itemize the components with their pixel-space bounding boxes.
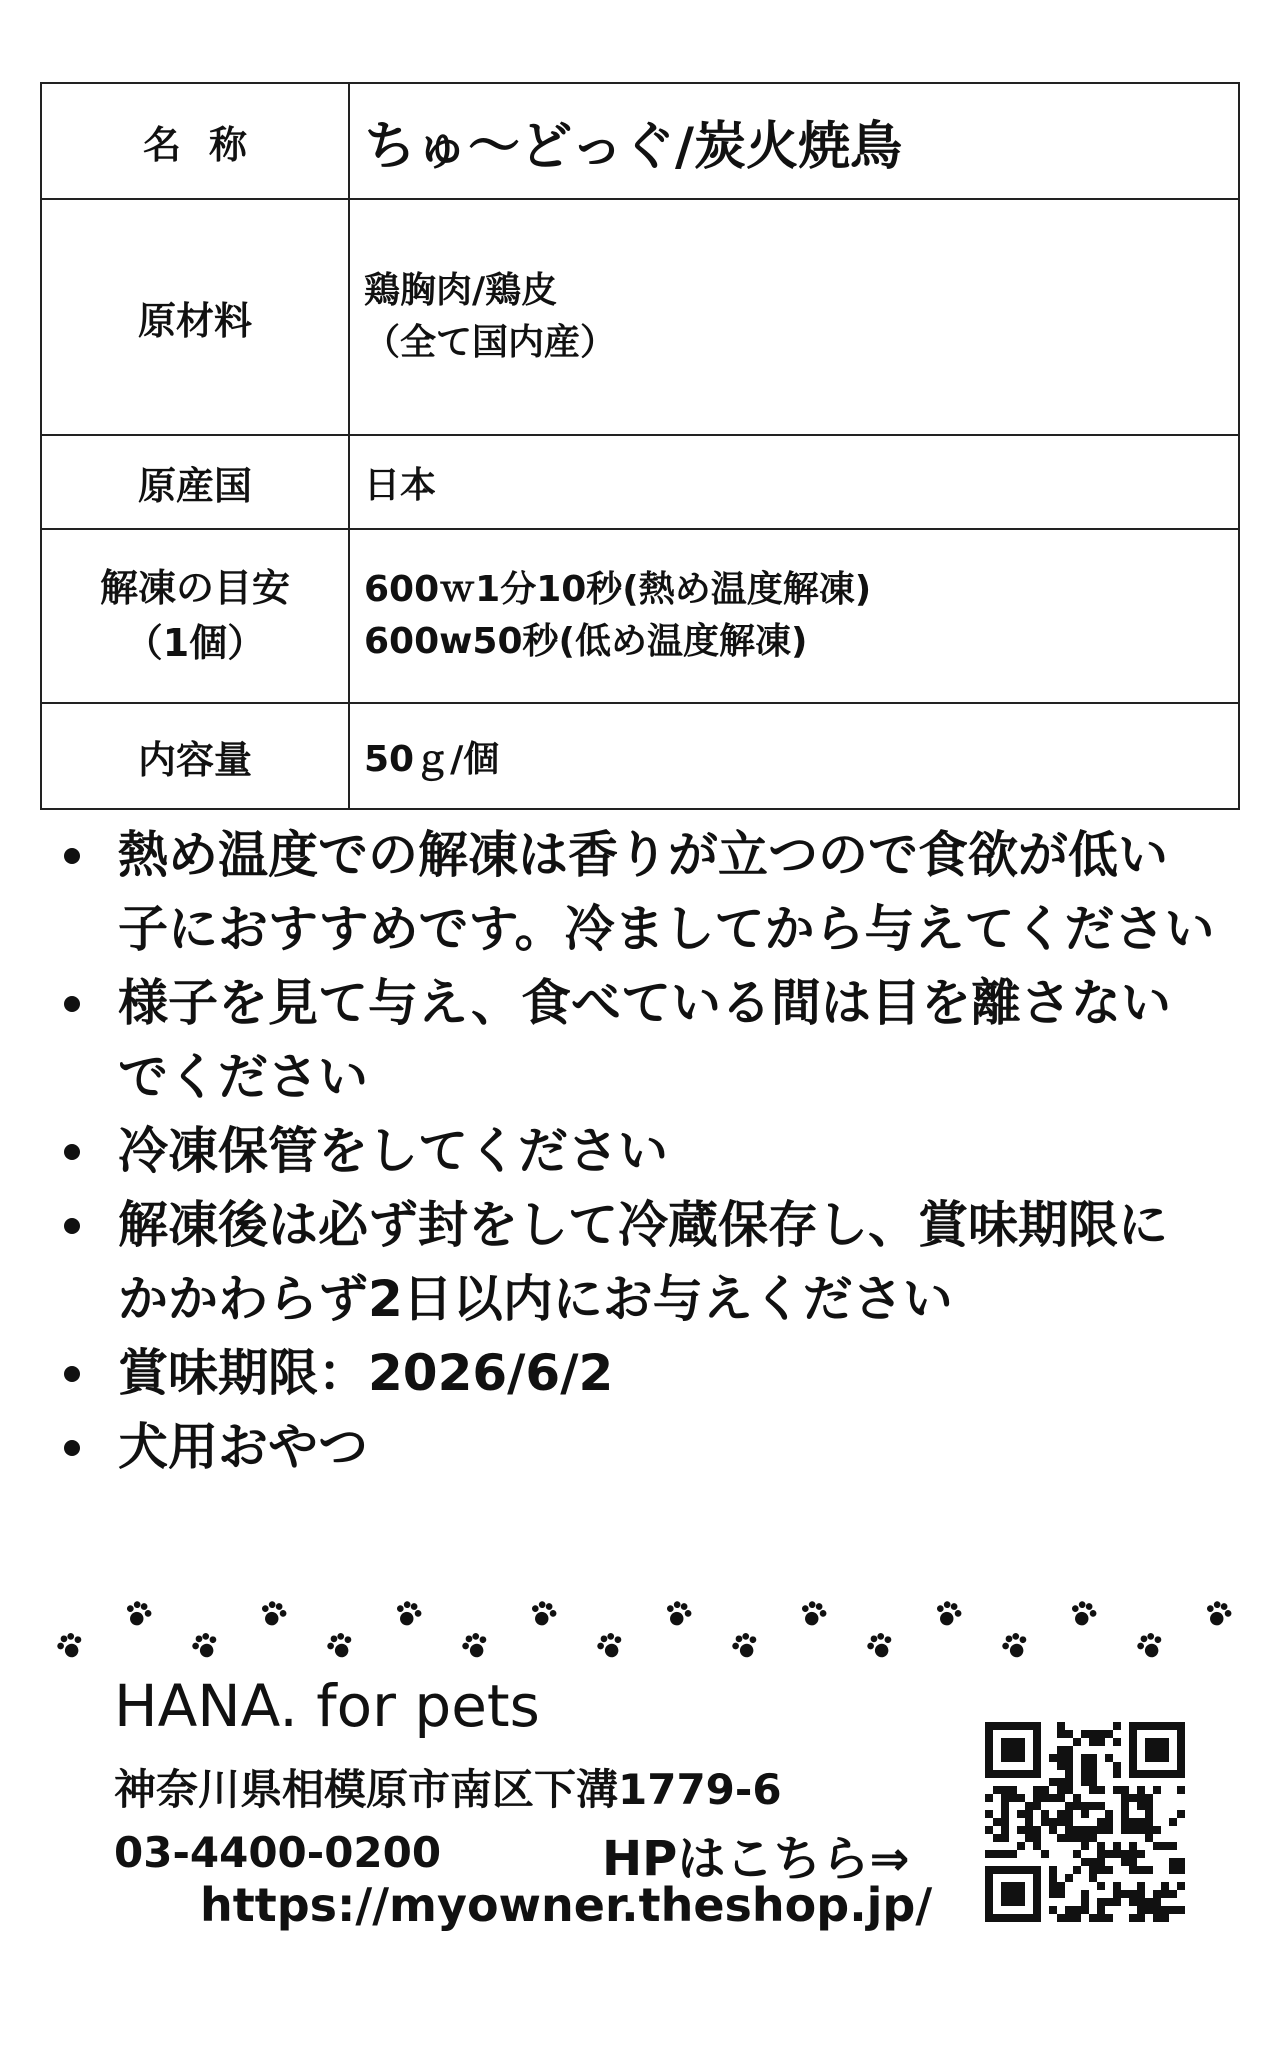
- product-label-table: [40, 82, 1240, 810]
- origin-value: 日本: [349, 435, 1239, 529]
- paw-print-icon: [928, 1594, 967, 1633]
- paw-print-icon: [253, 1594, 292, 1633]
- name-label: 名称: [142, 122, 275, 167]
- paw-print-icon: [1063, 1594, 1102, 1633]
- origin-row: [41, 435, 1239, 529]
- thaw-row: [41, 529, 1239, 703]
- note-item: 様子を見て与え、食べている間は目を離さないでください: [46, 966, 1216, 1114]
- thaw-label-line-2: （1個）: [124, 621, 266, 665]
- content-row: [41, 703, 1239, 809]
- shop-phone: 03-4400-0200: [114, 1828, 442, 1877]
- thaw-label: [41, 529, 349, 703]
- note-item: 犬用おやつ: [46, 1410, 1216, 1484]
- paw-print-icon: [859, 1625, 900, 1666]
- name-label-cell: [41, 83, 349, 199]
- name-row: [41, 83, 1239, 199]
- content-label: 内容量: [41, 703, 349, 809]
- notes-list: [46, 818, 1216, 1484]
- ingredients-row: [41, 199, 1239, 435]
- paw-print-icon: [454, 1625, 495, 1666]
- thaw-value: [349, 529, 1239, 703]
- thaw-line-2: 600w50秒(低め温度解凍): [364, 621, 808, 662]
- paw-print-icon: [589, 1625, 630, 1666]
- paw-print-icon: [658, 1594, 697, 1633]
- paw-print-icon: [724, 1625, 765, 1666]
- ingredients-value: [349, 199, 1239, 435]
- note-item: 冷凍保管をしてください: [46, 1114, 1216, 1188]
- paw-print-icon: [523, 1594, 562, 1633]
- thaw-line-1: 600ｗ1分10秒(熱め温度解凍): [364, 568, 872, 610]
- paw-print-icon: [184, 1625, 225, 1666]
- paw-print-icon: [49, 1625, 90, 1666]
- shop-name: HANA. for pets: [114, 1672, 540, 1740]
- paw-print-icon: [1129, 1625, 1170, 1666]
- paw-print-icon: [994, 1625, 1035, 1666]
- ingredients-label: 原材料: [41, 199, 349, 435]
- ingredients-line-1: 鶏胸肉/鶏皮: [364, 269, 558, 311]
- content-value: 50ｇ/個: [349, 703, 1239, 809]
- origin-label: 原産国: [41, 435, 349, 529]
- hp-link-text: HPはこちら⇒: [602, 1831, 910, 1887]
- paw-print-icon: [388, 1594, 427, 1633]
- note-item: 熱め温度での解凍は香りが立つので食欲が低い子におすすめです。冷ましてから与えてください: [46, 818, 1216, 966]
- shop-address: 神奈川県相模原市南区下溝1779-6: [114, 1765, 782, 1814]
- shop-url[interactable]: https://myowner.theshop.jp/: [200, 1878, 933, 1932]
- name-value: ちゅ〜どっぐ/炭火焼鳥: [349, 83, 1239, 199]
- qr-code-icon[interactable]: [985, 1722, 1185, 1922]
- note-item: 解凍後は必ず封をして冷蔵保存し、賞味期限にかかわらず2日以内にお与えください: [46, 1188, 1216, 1336]
- paw-print-border: [0, 1590, 1280, 1670]
- ingredients-line-2: （全て国内産）: [364, 322, 617, 363]
- paw-print-icon: [1198, 1594, 1237, 1633]
- thaw-label-line-1: 解凍の目安: [99, 565, 290, 610]
- paw-print-icon: [319, 1625, 360, 1666]
- paw-print-icon: [118, 1594, 157, 1633]
- paw-print-icon: [793, 1594, 832, 1633]
- note-item: 賞味期限：2026/6/2: [46, 1336, 1216, 1410]
